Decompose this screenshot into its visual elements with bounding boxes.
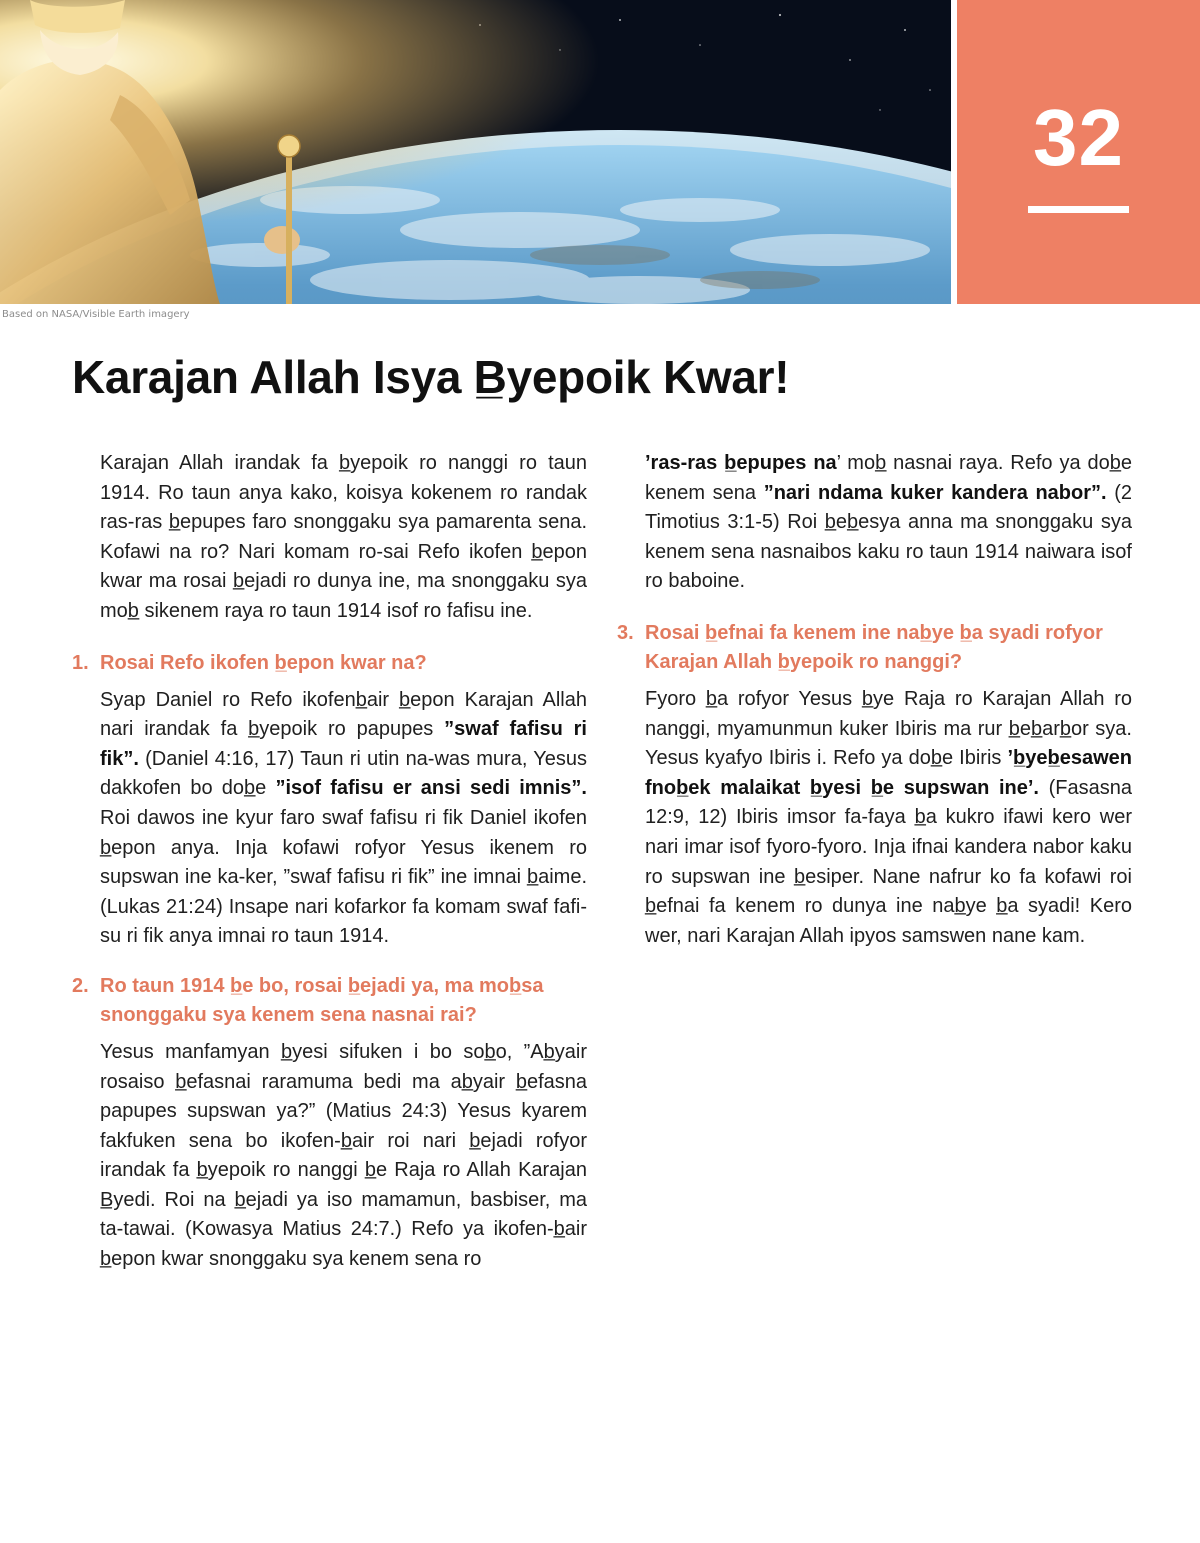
answer-2-paragraph-part-1	[72, 1038, 587, 1275]
lesson-number-box	[957, 0, 1200, 304]
question-3	[617, 619, 1132, 677]
question-1	[72, 649, 587, 678]
answer-1-text: Roi dawos ine kyur faro swaf fafisu ri fik Daniel ikofen b̲epon anya. Inja kofawi rofyor Yesus ikenem ro supswan ine ka-ker, ”swaf fafisu ri fik” ine imnai b̲aime. (Lukas 21:24) Insape nari kofarkor fa komam swaf fafi-su ri fik anya imnai ro taun 1914.	[100, 806, 587, 948]
lesson-number: 32	[1033, 93, 1124, 182]
hero-image	[0, 0, 951, 304]
answer-2-emphasis: ’ras-ras b̲epupes na	[645, 452, 837, 474]
intro-paragraph: Karajan Allah irandak fa b̲yepoik ro nanggi ro taun 1914. Ro taun anya kako, koisya kokenem ro randak ras-ras b̲epupes faro snonggaku sya pamarenta sena. Kofawi na ro? Nari komam ro-sai Refo ikofen b̲epon kwar ma rosai b̲ejadi ro dunya ine, ma snonggaku sya mob̲ sikenem raya ro taun 1914 isof ro fafisu ine.	[100, 452, 587, 622]
answer-2-text: ’ mob̲ nasnai raya. Refo ya dob̲e kenem sena	[645, 452, 1132, 504]
answer-1-paragraph	[72, 686, 587, 952]
question-2-number: 2.	[72, 974, 89, 997]
answer-1-text: Syap Daniel ro Refo ikofenb̲air b̲epon Karajan Allah nari irandak fa b̲yepoik ro papupes	[100, 688, 587, 741]
question-1-text: Rosai Refo ikofen b̲epon kwar na?	[100, 651, 427, 674]
answer-1-emphasis: ”swaf fafisu ri fik”.	[100, 718, 587, 770]
answer-3-text: Fyoro b̲a rofyor Yesus b̲ye Raja ro Karajan Allah ro nanggi, myamunmun kuker Ibiris ma rur b̲eb̲arb̲or sya. Yesus kyafyo Ibiris i. Refo ya dob̲e Ibiris	[645, 687, 1132, 770]
image-credit: Based on NASA/Visible Earth imagery	[2, 309, 190, 320]
left-column	[72, 449, 587, 1275]
answer-2-emphasis: ”nari ndama kuker kandera nabor”.	[763, 481, 1107, 504]
answer-2-paragraph-part-2	[617, 449, 1132, 597]
answer-1-text: (Daniel 4:16, 17) Taun ri utin na-was mura, Yesus dakkofen bo dob̲e	[100, 747, 587, 800]
earth-from-space-illustration	[0, 0, 951, 304]
page-title: Karajan Allah Isya B̲yepoik Kwar!	[72, 351, 790, 403]
question-2-text: Ro taun 1914 b̲e bo, rosai b̲ejadi ya, ma mob̲sa snonggaku sya kenem sena nasnai rai?	[100, 974, 544, 1026]
question-1-number: 1.	[72, 651, 89, 674]
answer-3-emphasis: ’b̲yeb̲esawen fnob̲ek malaikat b̲yesi b̲e supswan ine’.	[645, 747, 1132, 799]
answer-1-emphasis: ”isof fafisu er ansi sedi imnis”.	[275, 777, 587, 800]
lesson-number-underline	[1028, 206, 1129, 213]
answer-2-text: (2 Timotius 3:1-5) Roi b̲eb̲esya anna ma snonggaku sya kenem sena nasnaibos kaku ro taun 1914 naiwara isof ro baboine.	[645, 481, 1133, 593]
question-2	[72, 972, 587, 1030]
question-3-number: 3.	[617, 621, 634, 644]
question-3-text: Rosai b̲efnai fa kenem ine nab̲ye b̲a syadi rofyor Karajan Allah b̲yepoik ro nanggi?	[645, 621, 1103, 673]
answer-2-text: Yesus manfamyan b̲yesi sifuken i bo sob̲o, ”Ab̲yair rosaiso b̲efasnai raramuma bedi ma ab̲yair b̲efasna papupes supswan ya?” (Matius 24:3) Yesus kyarem fakfuken sena bo ikofen-b̲air roi nari b̲ejadi rofyor irandak fa b̲yepoik ro nanggi b̲e Raja ro Allah Karajan B̲yedi. Roi na b̲ejadi ya iso mamamun, basbiser, ma ta-tawai. (Kowasya Matius 24:7.) Refo ya ikofen-b̲air b̲epon kwar snonggaku sya kenem sena ro	[100, 1040, 587, 1271]
right-column	[617, 449, 1132, 951]
answer-3-paragraph	[617, 685, 1132, 951]
answer-3-text: (Fasasna 12:9, 12) Ibiris imsor fa-faya b̲a kukro ifawi kero wer nari imar isof fyoro-fyoro. Inja ifnai kandera nabor kaku ro supswan ine b̲esiper. Nane nafrur ko fa kofawi roi b̲efnai fa kenem ro dunya ine nab̲ye b̲a syadi! Kero wer, nari Karajan Allah ipyos samswen nane kam.	[645, 776, 1132, 947]
